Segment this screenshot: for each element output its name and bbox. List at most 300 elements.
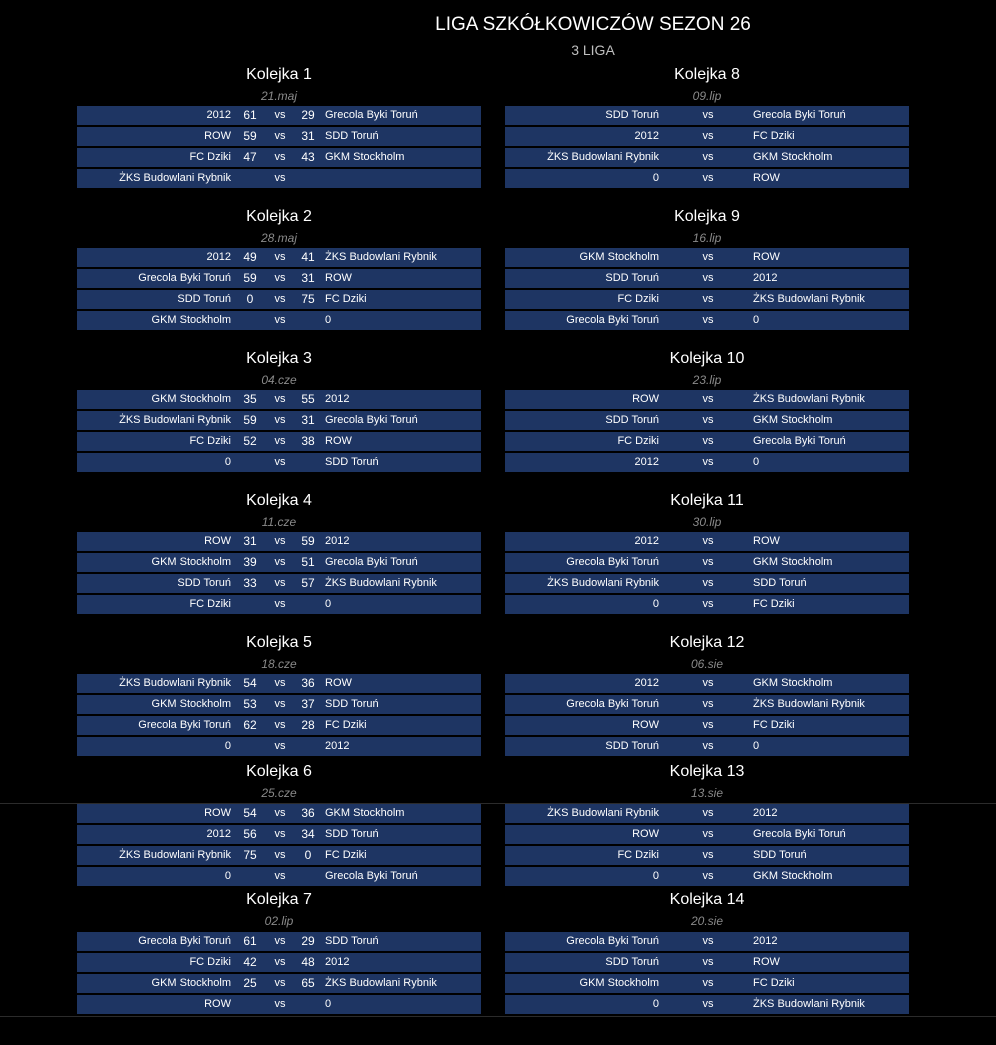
- round-date: 16.lip: [692, 231, 722, 245]
- round-date: 09.lip: [692, 89, 722, 103]
- away-team: ROW: [325, 435, 352, 447]
- round-block: [77, 632, 481, 758]
- round-title: Kolejka 5: [246, 634, 312, 651]
- round-title: Kolejka 13: [669, 763, 745, 780]
- match-row: [77, 695, 481, 714]
- round-block: [77, 206, 481, 332]
- round-date: 18.cze: [261, 657, 297, 671]
- home-team: FC Dziki: [617, 293, 659, 305]
- vs-label: vs: [702, 598, 714, 610]
- vs-label: vs: [702, 109, 714, 121]
- match-row: [505, 290, 909, 309]
- match-row: [77, 995, 481, 1014]
- vs-label: vs: [274, 935, 286, 947]
- away-team: 0: [325, 598, 332, 610]
- home-team: GKM Stockholm: [151, 393, 231, 405]
- home-score: 52: [243, 434, 257, 448]
- away-team: 2012: [325, 740, 350, 752]
- away-team: ROW: [325, 677, 352, 689]
- match-row: [505, 311, 909, 330]
- match-row: [77, 127, 481, 146]
- home-team: ROW: [204, 807, 231, 819]
- away-team: ROW: [753, 956, 780, 968]
- match-row: [77, 248, 481, 267]
- home-team: ŻKS Budowlani Rybnik: [119, 414, 231, 426]
- match-row: [77, 311, 481, 330]
- vs-label: vs: [702, 414, 714, 426]
- home-team: ŻKS Budowlani Rybnik: [547, 151, 659, 163]
- away-team: 0: [753, 314, 760, 326]
- match-row: [505, 169, 909, 188]
- away-team: FC Dziki: [753, 719, 795, 731]
- home-team: ROW: [632, 719, 659, 731]
- vs-label: vs: [274, 251, 286, 263]
- home-team: 2012: [634, 535, 659, 547]
- vs-label: vs: [274, 456, 286, 468]
- away-team: SDD Toruń: [325, 456, 379, 468]
- round-block: [505, 632, 909, 758]
- match-row: [505, 932, 909, 951]
- away-team: 2012: [325, 393, 350, 405]
- round-title: Kolejka 1: [246, 66, 312, 83]
- home-team: ŻKS Budowlani Rybnik: [547, 807, 659, 819]
- away-team: SDD Toruń: [753, 577, 807, 589]
- away-team: 2012: [753, 807, 778, 819]
- away-team: Grecola Byki Toruń: [325, 556, 418, 568]
- home-team: 0: [224, 456, 231, 468]
- round-title: Kolejka 12: [669, 634, 745, 651]
- match-row: [505, 846, 909, 865]
- round-title: Kolejka 10: [669, 350, 745, 367]
- vs-label: vs: [274, 314, 286, 326]
- match-row: [77, 574, 481, 593]
- match-row: [77, 290, 481, 309]
- vs-label: vs: [274, 293, 286, 305]
- match-row: [505, 574, 909, 593]
- home-score: 47: [243, 150, 257, 164]
- away-team: 2012: [325, 535, 350, 547]
- home-team: SDD Toruń: [605, 414, 659, 426]
- home-team: 0: [224, 740, 231, 752]
- home-team: GKM Stockholm: [151, 314, 231, 326]
- home-score: 56: [243, 827, 257, 841]
- round-block: [505, 490, 909, 616]
- home-score: 49: [243, 250, 257, 264]
- home-team: 0: [224, 870, 231, 882]
- round-date: 13.sie: [690, 786, 724, 800]
- round-title: Kolejka 7: [246, 891, 312, 908]
- vs-label: vs: [274, 828, 286, 840]
- match-row: [77, 932, 481, 951]
- match-row: [77, 737, 481, 756]
- vs-label: vs: [274, 870, 286, 882]
- home-team: 0: [652, 870, 659, 882]
- match-row: [505, 453, 909, 472]
- away-score: 28: [301, 718, 315, 732]
- home-team: SDD Toruń: [605, 109, 659, 121]
- home-team: Grecola Byki Toruń: [566, 314, 659, 326]
- match-row: [505, 716, 909, 735]
- round-date: 21.maj: [260, 89, 298, 103]
- away-team: SDD Toruń: [325, 130, 379, 142]
- vs-label: vs: [702, 935, 714, 947]
- away-team: 0: [325, 998, 332, 1010]
- home-team: ŻKS Budowlani Rybnik: [119, 849, 231, 861]
- home-score: 59: [243, 413, 257, 427]
- vs-label: vs: [702, 870, 714, 882]
- home-score: 42: [243, 955, 257, 969]
- vs-label: vs: [702, 456, 714, 468]
- round-title: Kolejka 6: [246, 763, 312, 780]
- home-team: ROW: [204, 998, 231, 1010]
- vs-label: vs: [274, 414, 286, 426]
- away-team: ŻKS Budowlani Rybnik: [325, 977, 437, 989]
- away-team: ŻKS Budowlani Rybnik: [753, 998, 865, 1010]
- home-team: ŻKS Budowlani Rybnik: [547, 577, 659, 589]
- home-team: SDD Toruń: [605, 956, 659, 968]
- away-score: 36: [301, 806, 315, 820]
- vs-label: vs: [702, 719, 714, 731]
- away-score: 59: [301, 534, 315, 548]
- vs-label: vs: [702, 956, 714, 968]
- away-team: FC Dziki: [325, 293, 367, 305]
- match-row: [505, 148, 909, 167]
- vs-label: vs: [702, 535, 714, 547]
- home-score: 53: [243, 697, 257, 711]
- vs-label: vs: [274, 677, 286, 689]
- match-row: [505, 674, 909, 693]
- round-title: Kolejka 4: [246, 492, 312, 509]
- home-score: 25: [243, 976, 257, 990]
- away-team: ŻKS Budowlani Rybnik: [753, 698, 865, 710]
- round-block: [505, 348, 909, 474]
- vs-label: vs: [274, 535, 286, 547]
- away-score: 75: [301, 292, 315, 306]
- round-title: Kolejka 2: [246, 208, 312, 225]
- home-team: GKM Stockholm: [151, 556, 231, 568]
- match-row: [505, 106, 909, 125]
- away-team: SDD Toruń: [753, 849, 807, 861]
- round-date: 04.cze: [261, 373, 297, 387]
- away-score: 37: [301, 697, 315, 711]
- vs-label: vs: [274, 172, 286, 184]
- round-date: 28.maj: [260, 231, 298, 245]
- match-row: [505, 695, 909, 714]
- home-team: 2012: [634, 130, 659, 142]
- home-score: 39: [243, 555, 257, 569]
- away-team: GKM Stockholm: [325, 807, 405, 819]
- round-block: [77, 490, 481, 616]
- match-row: [505, 953, 909, 972]
- home-team: SDD Toruń: [177, 293, 231, 305]
- away-team: Grecola Byki Toruń: [753, 435, 846, 447]
- away-score: 31: [301, 271, 315, 285]
- vs-label: vs: [702, 807, 714, 819]
- away-team: 0: [325, 314, 332, 326]
- home-team: Grecola Byki Toruń: [566, 698, 659, 710]
- round-title: Kolejka 9: [674, 208, 740, 225]
- match-row: [505, 595, 909, 614]
- match-row: [77, 411, 481, 430]
- vs-label: vs: [702, 130, 714, 142]
- home-team: Grecola Byki Toruń: [566, 935, 659, 947]
- home-team: 2012: [634, 456, 659, 468]
- home-score: 75: [243, 848, 257, 862]
- round-block: [77, 348, 481, 474]
- home-team: ŻKS Budowlani Rybnik: [119, 172, 231, 184]
- away-team: 0: [753, 740, 760, 752]
- home-score: 0: [246, 292, 254, 306]
- away-score: 38: [301, 434, 315, 448]
- vs-label: vs: [702, 698, 714, 710]
- match-row: [77, 532, 481, 551]
- round-title: Kolejka 3: [246, 350, 312, 367]
- away-score: 31: [301, 413, 315, 427]
- home-score: 61: [243, 108, 257, 122]
- round-block: [505, 64, 909, 190]
- vs-label: vs: [274, 109, 286, 121]
- vs-label: vs: [702, 677, 714, 689]
- match-row: [505, 432, 909, 451]
- vs-label: vs: [702, 740, 714, 752]
- round-date: 06.sie: [690, 657, 724, 671]
- home-team: Grecola Byki Toruń: [138, 935, 231, 947]
- away-team: Grecola Byki Toruń: [753, 828, 846, 840]
- away-score: 36: [301, 676, 315, 690]
- match-row: [77, 974, 481, 993]
- home-team: 0: [652, 998, 659, 1010]
- away-score: 43: [301, 150, 315, 164]
- match-row: [505, 995, 909, 1014]
- away-team: ŻKS Budowlani Rybnik: [753, 293, 865, 305]
- away-team: Grecola Byki Toruń: [325, 870, 418, 882]
- home-team: FC Dziki: [189, 151, 231, 163]
- match-row: [505, 867, 909, 886]
- away-team: FC Dziki: [325, 719, 367, 731]
- vs-label: vs: [274, 698, 286, 710]
- match-row: [77, 269, 481, 288]
- round-block: [77, 762, 481, 888]
- home-team: Grecola Byki Toruń: [138, 272, 231, 284]
- away-team: GKM Stockholm: [753, 677, 833, 689]
- round-block: [505, 890, 909, 1016]
- vs-label: vs: [702, 172, 714, 184]
- away-score: 57: [301, 576, 315, 590]
- vs-label: vs: [702, 272, 714, 284]
- home-team: GKM Stockholm: [579, 251, 659, 263]
- away-score: 29: [301, 108, 315, 122]
- vs-label: vs: [274, 130, 286, 142]
- round-title: Kolejka 14: [669, 891, 745, 908]
- away-team: SDD Toruń: [325, 698, 379, 710]
- home-team: Grecola Byki Toruń: [138, 719, 231, 731]
- round-title: Kolejka 11: [670, 492, 744, 509]
- vs-label: vs: [274, 956, 286, 968]
- round-date: 11.cze: [261, 515, 297, 529]
- match-row: [77, 595, 481, 614]
- away-team: ROW: [325, 272, 352, 284]
- away-team: Grecola Byki Toruń: [325, 109, 418, 121]
- home-team: 2012: [206, 109, 231, 121]
- match-row: [77, 553, 481, 572]
- vs-label: vs: [702, 251, 714, 263]
- away-team: SDD Toruń: [325, 935, 379, 947]
- home-team: ŻKS Budowlani Rybnik: [119, 677, 231, 689]
- away-team: 2012: [325, 956, 350, 968]
- home-team: GKM Stockholm: [151, 977, 231, 989]
- away-score: 41: [301, 250, 315, 264]
- match-row: [77, 804, 481, 823]
- match-row: [77, 148, 481, 167]
- match-row: [77, 169, 481, 188]
- away-team: ŻKS Budowlani Rybnik: [325, 251, 437, 263]
- match-row: [505, 974, 909, 993]
- match-row: [505, 553, 909, 572]
- round-block: [505, 206, 909, 332]
- home-score: 62: [243, 718, 257, 732]
- vs-label: vs: [702, 849, 714, 861]
- match-row: [505, 804, 909, 823]
- away-score: 29: [301, 934, 315, 948]
- round-block: [505, 762, 909, 888]
- away-team: Grecola Byki Toruń: [325, 414, 418, 426]
- home-team: GKM Stockholm: [579, 977, 659, 989]
- away-score: 65: [301, 976, 315, 990]
- vs-label: vs: [702, 314, 714, 326]
- match-row: [77, 867, 481, 886]
- away-team: SDD Toruń: [325, 828, 379, 840]
- vs-label: vs: [702, 393, 714, 405]
- vs-label: vs: [274, 272, 286, 284]
- home-team: GKM Stockholm: [151, 698, 231, 710]
- vs-label: vs: [274, 556, 286, 568]
- vs-label: vs: [274, 435, 286, 447]
- vs-label: vs: [702, 556, 714, 568]
- home-team: 2012: [206, 828, 231, 840]
- home-team: FC Dziki: [189, 956, 231, 968]
- home-score: 31: [243, 534, 257, 548]
- vs-label: vs: [702, 977, 714, 989]
- round-block: [77, 890, 481, 1016]
- away-score: 48: [301, 955, 315, 969]
- round-block: [77, 64, 481, 190]
- vs-label: vs: [274, 719, 286, 731]
- vs-label: vs: [274, 577, 286, 589]
- away-team: GKM Stockholm: [753, 151, 833, 163]
- vs-label: vs: [702, 435, 714, 447]
- home-team: ROW: [204, 535, 231, 547]
- away-score: 31: [301, 129, 315, 143]
- vs-label: vs: [274, 740, 286, 752]
- home-team: SDD Toruń: [177, 577, 231, 589]
- vs-label: vs: [274, 849, 286, 861]
- home-team: 0: [652, 598, 659, 610]
- vs-label: vs: [274, 807, 286, 819]
- match-row: [77, 390, 481, 409]
- vs-label: vs: [702, 998, 714, 1010]
- match-row: [77, 106, 481, 125]
- away-team: ROW: [753, 172, 780, 184]
- vs-label: vs: [274, 598, 286, 610]
- vs-label: vs: [274, 977, 286, 989]
- match-row: [505, 127, 909, 146]
- round-date: 23.lip: [692, 373, 722, 387]
- match-row: [505, 737, 909, 756]
- round-date: 25.cze: [261, 786, 297, 800]
- round-date: 20.sie: [690, 914, 724, 928]
- match-row: [77, 432, 481, 451]
- home-team: 0: [652, 172, 659, 184]
- away-score: 34: [301, 827, 315, 841]
- home-score: 59: [243, 129, 257, 143]
- round-title: Kolejka 8: [674, 66, 740, 83]
- home-team: FC Dziki: [189, 598, 231, 610]
- away-team: 2012: [753, 272, 778, 284]
- away-team: GKM Stockholm: [753, 414, 833, 426]
- away-team: ŻKS Budowlani Rybnik: [753, 393, 865, 405]
- match-row: [505, 411, 909, 430]
- away-score: 51: [301, 555, 315, 569]
- match-row: [77, 825, 481, 844]
- home-team: SDD Toruń: [605, 272, 659, 284]
- match-row: [77, 846, 481, 865]
- match-row: [505, 825, 909, 844]
- home-team: ROW: [632, 393, 659, 405]
- vs-label: vs: [274, 998, 286, 1010]
- round-date: 02.lip: [264, 914, 294, 928]
- vs-label: vs: [274, 393, 286, 405]
- match-row: [505, 269, 909, 288]
- home-team: FC Dziki: [617, 435, 659, 447]
- away-team: FC Dziki: [325, 849, 367, 861]
- separator-line: [0, 1016, 996, 1017]
- match-row: [505, 390, 909, 409]
- match-row: [77, 953, 481, 972]
- home-team: SDD Toruń: [605, 740, 659, 752]
- home-team: 2012: [206, 251, 231, 263]
- vs-label: vs: [702, 577, 714, 589]
- away-team: FC Dziki: [753, 977, 795, 989]
- home-team: ROW: [204, 130, 231, 142]
- away-team: ROW: [753, 535, 780, 547]
- vs-label: vs: [702, 151, 714, 163]
- vs-label: vs: [702, 293, 714, 305]
- vs-label: vs: [702, 828, 714, 840]
- away-team: 2012: [753, 935, 778, 947]
- home-score: 54: [243, 806, 257, 820]
- home-score: 35: [243, 392, 257, 406]
- away-team: GKM Stockholm: [753, 556, 833, 568]
- match-row: [77, 716, 481, 735]
- home-score: 54: [243, 676, 257, 690]
- match-row: [77, 453, 481, 472]
- home-team: FC Dziki: [617, 849, 659, 861]
- away-team: FC Dziki: [753, 130, 795, 142]
- home-team: Grecola Byki Toruń: [566, 556, 659, 568]
- home-score: 61: [243, 934, 257, 948]
- home-score: 33: [243, 576, 257, 590]
- vs-label: vs: [274, 151, 286, 163]
- match-row: [505, 532, 909, 551]
- away-team: GKM Stockholm: [325, 151, 405, 163]
- home-team: 2012: [634, 677, 659, 689]
- away-team: ŻKS Budowlani Rybnik: [325, 577, 437, 589]
- away-score: 55: [301, 392, 315, 406]
- away-score: 0: [304, 848, 312, 862]
- away-team: 0: [753, 456, 760, 468]
- away-team: ROW: [753, 251, 780, 263]
- match-row: [505, 248, 909, 267]
